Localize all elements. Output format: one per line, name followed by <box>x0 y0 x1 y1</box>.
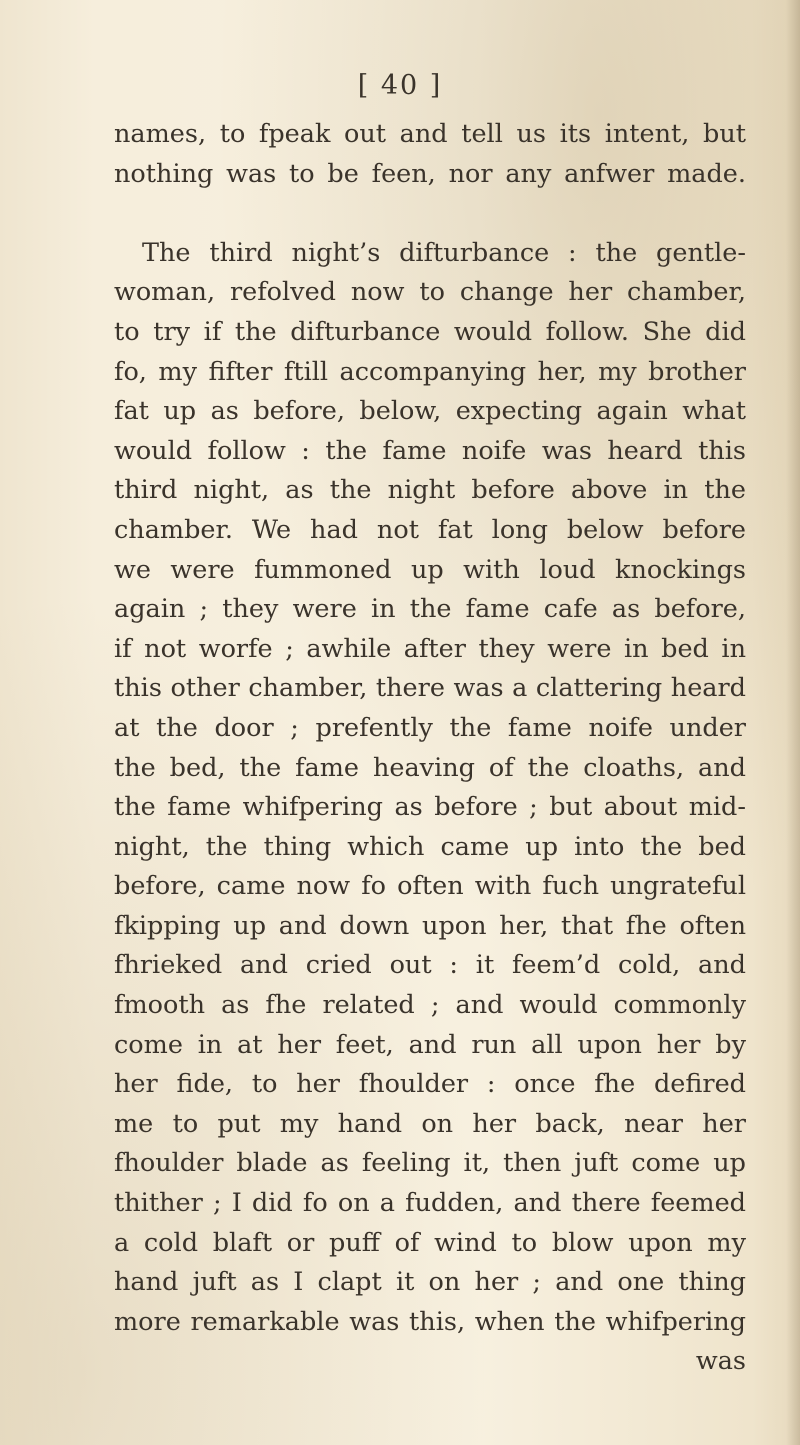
text-line: at the door ; prefently the fame noife under <box>114 712 746 743</box>
page-edge-shadow <box>786 0 800 1445</box>
text-line: to try if the difturbance would follow. She did <box>114 316 746 347</box>
text-line: hand juft as I clapt it on her ; and one thing <box>114 1267 746 1298</box>
text-line: chamber. We had not fat long below before <box>114 514 746 545</box>
text-line: names, to fpeak out and tell us its intent, but <box>114 119 746 149</box>
text-line: fat up as before, below, expecting again what <box>114 396 746 427</box>
text-line: thither ; I did fo on a fudden, and there feemed <box>114 1188 746 1219</box>
text-line: woman, refolved now to change her chamber, <box>114 277 746 308</box>
text-line: night, the thing which came up into the bed <box>114 831 746 862</box>
text-line: the fame whifpering as before ; but about mid- <box>114 792 746 823</box>
paragraph-break <box>114 194 746 234</box>
text-line: the bed, the fame heaving of the cloaths, and <box>114 752 746 783</box>
text-line: fhrieked and cried out : it feem’d cold, and <box>114 950 746 981</box>
text-line: if not worfe ; awhile after they were in bed in <box>114 633 746 664</box>
text-line: nothing was to be feen, nor any anfwer made. <box>114 158 746 189</box>
text-line: would follow : the fame noife was heard this <box>114 435 746 466</box>
text-line: come in at her feet, and run all upon her by <box>114 1029 746 1060</box>
text-line: we were fummoned up with loud knockings <box>114 554 746 585</box>
text-line: fkipping up and down upon her, that fhe often <box>114 910 746 941</box>
text-line: again ; they were in the fame cafe as before, <box>114 594 746 625</box>
text-line: fo, my fifter ftill accompanying her, my brother <box>114 356 746 387</box>
text-line: third night, as the night before above in the <box>114 475 746 506</box>
text-line: before, came now fo often with fuch ungrateful <box>114 871 746 902</box>
text-line: her fide, to her fhoulder : once fhe defired <box>114 1069 746 1100</box>
text-line: The third night’s difturbance : the gentle- <box>142 237 746 268</box>
text-line: me to put my hand on her back, near her <box>114 1108 746 1139</box>
text-line: fhoulder blade as feeling it, then juft come up <box>114 1148 746 1179</box>
body-text <box>114 115 746 1382</box>
text-line: a cold blaft or puff of wind to blow upon my <box>114 1227 746 1258</box>
catchword: was <box>695 1346 746 1377</box>
text-line: fmooth as fhe related ; and would commonly <box>114 990 746 1021</box>
page-number: [ 40 ] <box>357 70 443 101</box>
text-line: this other chamber, there was a clattering heard <box>114 673 746 704</box>
text-line: more remarkable was this, when the whifpering <box>114 1306 746 1337</box>
